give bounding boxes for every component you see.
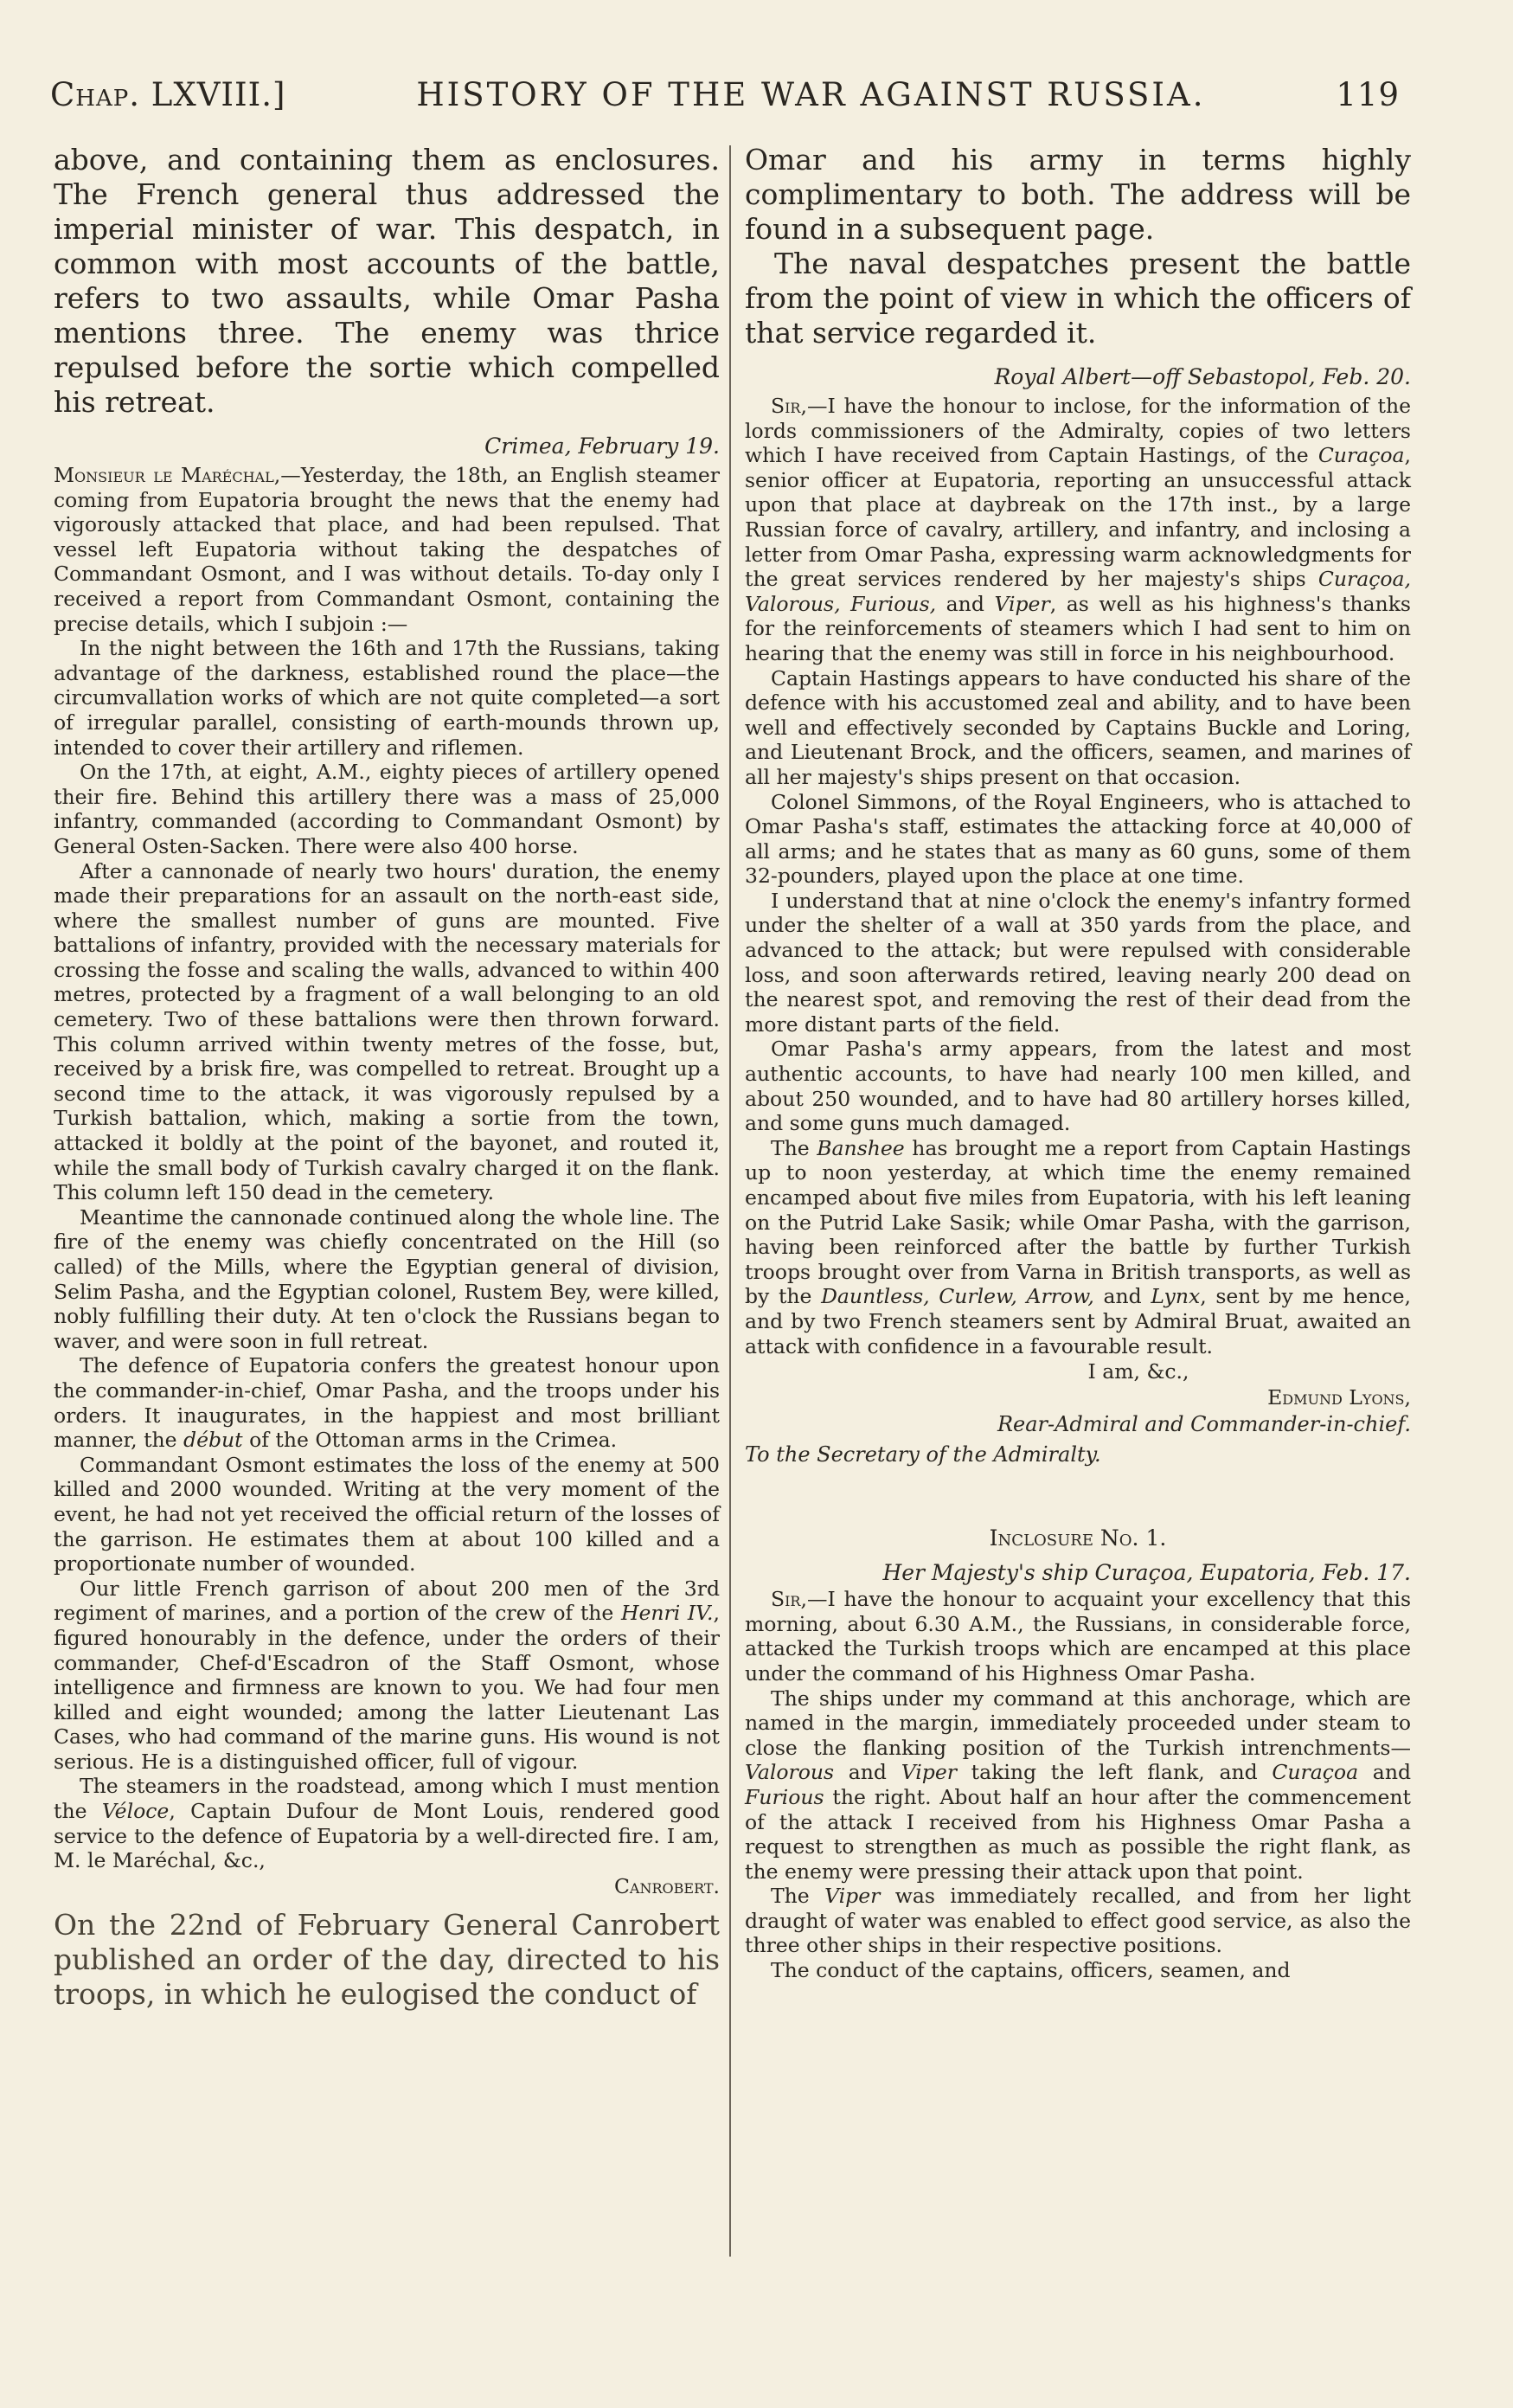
page-number: 119 [1336,76,1400,113]
inclosure-heading: Inclosure No. 1. [989,1525,1167,1551]
lyons-paragraph-6: The Banshee has brought me a report from Captain Hastings up to noon yesterday, at which time the enemy remained encamped about five miles from Eupatoria, with his left leaning on the Putrid Lake Sasik; while Omar Pasha, with the garrison, having been reinforced after the battle by further Turkish troops brought over from Varna in British transports, as well as by the Dauntless, Curlew, Arrow, and Lynx, sent by me hence, and by two French steamers sent by Admiral Bruat, awaited an attack with confidence in a favourable result. [745,1135,1412,1358]
lyons-paragraph-5: Omar Pasha's army appears, from the latest and most authentic accounts, to have had nearly 100 men killed, and about 250 wounded, and to have had 80 artillery horses killed, and some guns much damaged. [745,1037,1411,1136]
left-closing-paragraph: On the 22nd of February General Canrobert published an order of the day, directed to his troops, in which he eulogised the conduct of [54,1907,720,2011]
lyons-dateline: Royal Albert—off Sebastopol, Feb. 20. [994,364,1411,389]
canrobert-paragraph-7: Commandant Osmont estimates the loss of the enemy at 500 killed and 2000 wounded. Writing at the very moment of the event, he had not yet received the official return of the losses of the garrison. He estimates them at about 100 killed and a proportionate number of wounded. [54,1452,720,1576]
lyons-paragraph-3: Colonel Simmons, of the Royal Engineers, who is attached to Omar Pasha's staff, estimates the attacking force at 40,000 of all arms; and he states that as many as 60 guns, some of them 32-pounders, played upon the place at one time. [745,789,1411,889]
canrobert-paragraph-9: The steamers in the roadstead, among which I must mention the Véloce, Captain Dufour de Mont Louis, rendered good service to the defence of Eupatoria by a well-directed fire. I am, M. le Maréchal, &c., [54,1774,720,1873]
left-lead-paragraph: above, and containing them as enclosures. The French general thus addressed the imperial minister of war. This despatch, in common with most accounts of the battle, refers to two assaults, while Omar Pasha mentions three. The enemy was thrice repulsed before the sortie which compelled his retreat. [54,143,720,419]
lyons-paragraph-1: Sir,—I have the honour to inclose, for the information of the lords commissioners of the Admiralty, copies of two letters which I have received from Captain Hastings, of the Curaçoa, senior officer at Eupatoria, reporting an unsuccessful attack upon that place at daybreak on the 17th inst., by a large Russian force of cavalry, artillery, and infantry, and inclosing a letter from Omar Pasha, expressing warm acknowledgments for the great services rendered by her majesty's ships Curaçoa, Valorous, Furious, and Viper, as well as his highness's thanks for the reinforcements of steamers which I had sent to him on hearing that the enemy was still in force in his neighbourhood. [745,394,1411,665]
lyons-rank: Rear-Admiral and Commander-in-chief. [997,1412,1411,1437]
canrobert-paragraph-6: The defence of Eupatoria confers the greatest honour upon the commander-in-chief, Omar Pasha, and the troops under his orders. It inaugurates, in the happiest and most brilliant manner, the début of the Ottoman arms in the Crimea. [54,1353,720,1453]
hastings-dateline: Her Majesty's ship Curaçoa, Eupatoria, Feb. 17. [882,1560,1411,1586]
hastings-paragraph-3: The Viper was immediately recalled, and from her light draught of water was enabled to effect good service, as also the three other ships in their respective positions. [745,1884,1411,1958]
column-rule [729,145,731,2257]
canrobert-paragraph-4: After a cannonade of nearly two hours' duration, the enemy made their preparations for an assault on the north-east side, where the smallest number of guns are mounted. Five battalions of infantry, provided with the necessary materials for crossing the fosse and scaling the walls, advanced to within 400 metres, protected by a fragment of a wall belonging to an old cemetery. Two of these battalions were then thrown forward. This column arrived within twenty metres of the fosse, but, received by a brisk fire, was compelled to retreat. Brought up a second time to the attack, it was vigorously repulsed by a Turkish battalion, which, making a sortie from the town, attacked it boldly at the point of the bayonet, and routed it, while the small body of Turkish cavalry charged it on the flank. This column left 150 dead in the cemetery. [54,858,720,1205]
canrobert-paragraph-1: Monsieur le Maréchal,—Yesterday, the 18th, an English steamer coming from Eupatoria brought the news that the enemy had vigorously attacked that place, and had been repulsed. That vessel left Eupatoria without taking the despatches of Commandant Osmont, and I was without details. To-day only I received a report from Commandant Osmont, containing the precise details, which I subjoin :— [54,463,720,636]
lyons-recipient: To the Secretary of the Admiralty. [745,1442,1101,1467]
chapter-label: Chap. LXVIII.] [50,76,286,113]
canrobert-paragraph-3: On the 17th, at eight, A.M., eighty pieces of artillery opened their fire. Behind this artillery there was a mass of 25,000 infantry, commanded (according to Commandant Osmont) by General Osten-Sacken. There were also 400 horse. [54,760,720,858]
lyons-signature: Edmund Lyons, [1267,1385,1411,1410]
hastings-paragraph-1: Sir,—I have the honour to acquaint your excellency that this morning, about 6.30 A.M., the Russians, in considerable force, attacked the Turkish troops which are encamped at this place under the command of his Highness Omar Pasha. [745,1587,1411,1686]
salutation: Monsieur le Maréchal, [54,463,281,487]
canrobert-signature: Canrobert. [613,1873,720,1898]
canrobert-paragraph-5: Meantime the cannonade continued along the whole line. The fire of the enemy was chiefly concentrated on the Hill (so called) of the Mills, where the Egyptian general of division, Selim Pasha, and the Egyptian colonel, Rustem Bey, were killed, nobly fulfilling their duty. At ten o'clock the Russians began to waver, and were soon in full retreat. [54,1204,720,1353]
right-lead-paragraph-1: Omar and his army in terms highly complimentary to both. The address will be found in a subsequent page. [745,143,1411,246]
running-title: HISTORY OF THE WAR AGAINST RUSSIA. [416,76,1206,113]
lyons-closing: I am, &c., [1087,1359,1189,1384]
canrobert-dateline: Crimea, February 19. [484,433,720,459]
hastings-paragraph-2: The ships under my command at this anchorage, which are named in the margin, immediately proceeded under steam to close the flanking position of the Turkish intrenchments—Valorous and Viper taking the left flank, and Curaçoa and Furious the right. About half an hour after the commencement of the attack I received from his Highness Omar Pasha a request to strengthen as much as possible the right flank, as the enemy were pressing their attack upon that point. [745,1686,1411,1884]
running-head [50,76,1400,113]
canrobert-paragraph-2: In the night between the 16th and 17th the Russians, taking advantage of the darkness, established round the place—the circumvallation works of which are not quite completed—a sort of irregular parallel, consisting of earth-mounds thrown up, intended to cover their artillery and riflemen. [54,636,720,760]
lyons-paragraph-4: I understand that at nine o'clock the enemy's infantry formed under the shelter of a wall at 350 yards from the place, and advanced to the attack; but were repulsed with considerable loss, and soon afterwards retired, leaving nearly 200 dead on the nearest spot, and removing the rest of their dead from the more distant parts of the field. [745,888,1411,1037]
left-column [54,143,720,2012]
right-lead-paragraph-2: The naval despatches present the battle from the point of view in which the officers of that service regarded it. [745,247,1411,350]
right-column [745,143,1411,1983]
lyons-paragraph-2: Captain Hastings appears to have conducted his share of the defence with his accustomed zeal and ability, and to have been well and effectively seconded by Captains Buckle and Loring, and Lieutenant Brock, and the officers, seamen, and marines of all her majesty's ships present on that occasion. [745,665,1411,789]
canrobert-paragraph-8: Our little French garrison of about 200 men of the 3rd regiment of marines, and a portion of the crew of the Henri IV., figured honourably in the defence, under the orders of their commander, Chef-d'Escadron of the Staff Osmont, whose intelligence and firmness are known to you. We had four men killed and eight wounded; among the latter Lieutenant Las Cases, who had command of the marine guns. His wound is not serious. He is a distinguished officer, full of vigour. [54,1576,720,1774]
hastings-paragraph-4: The conduct of the captains, officers, seamen, and [771,1958,1291,1983]
